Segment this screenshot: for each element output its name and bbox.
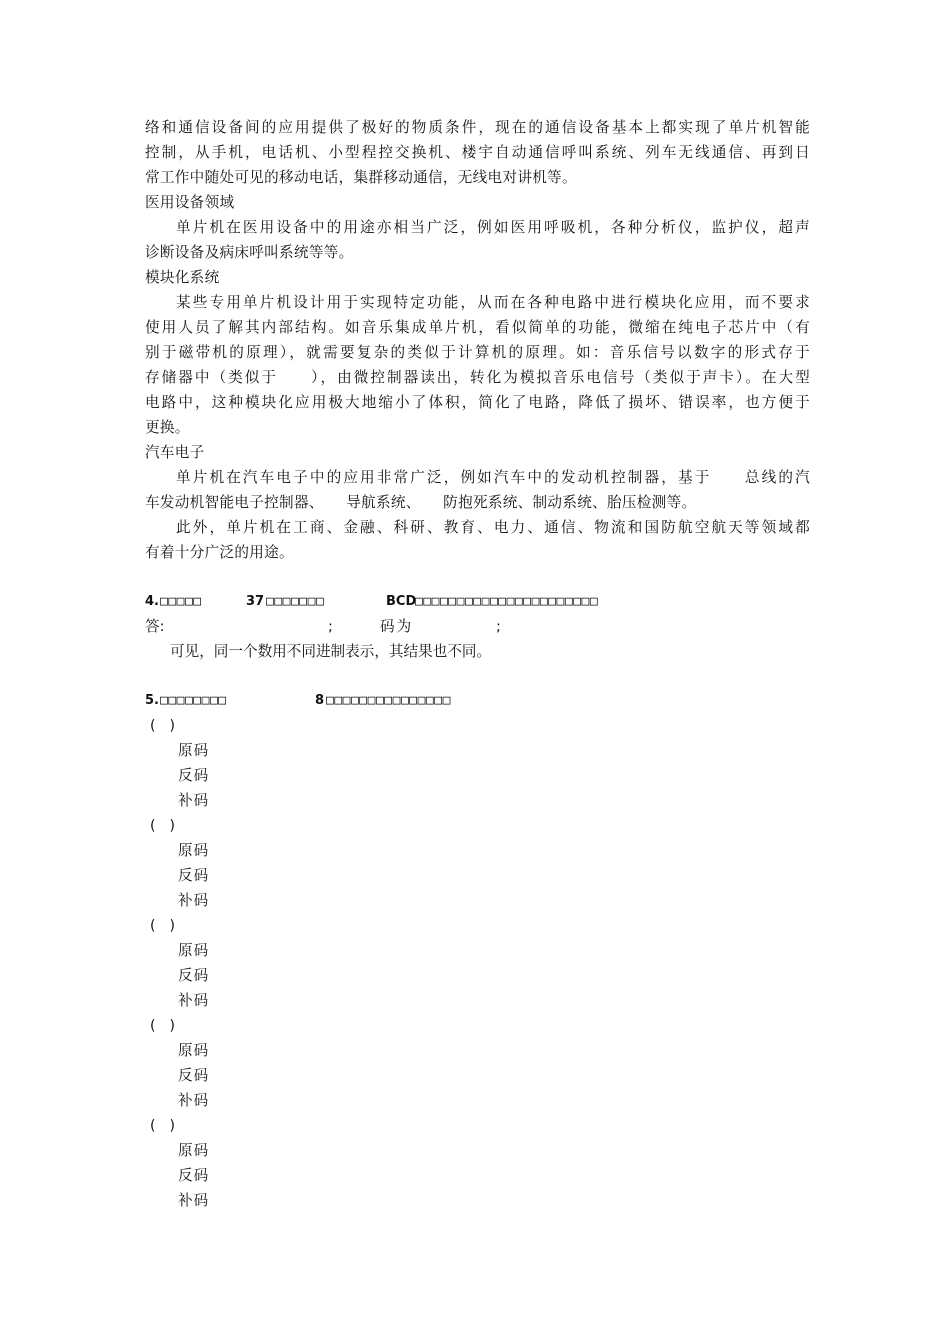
- code-item: 反码: [178, 1167, 210, 1184]
- answer-paren: ( ): [150, 718, 175, 734]
- paragraph-line: 更换。: [145, 419, 190, 436]
- code-label: 码为: [380, 618, 414, 635]
- paragraph-line: 络和通信设备间的应用提供了极好的物质条件，现在的通信设备基本上都实现了单片机智能: [145, 119, 810, 136]
- answer-paren: ( ): [150, 1018, 175, 1034]
- paragraph-line: 电路中，这种模块化应用极大地缩小了体积，简化了电路，降低了损坏、错误率，也方便于: [145, 394, 810, 411]
- code-item: 补码: [178, 992, 210, 1009]
- paragraph-line: 单片机在医用设备中的用途亦相当广泛，例如医用呼吸机，各种分析仪，监护仪，超声: [176, 219, 810, 236]
- separator: ;: [328, 618, 333, 635]
- bcd-label: BCD: [386, 594, 417, 609]
- code-item: 原码: [178, 742, 210, 759]
- answer-paren: ( ): [150, 1118, 175, 1134]
- code-item: 补码: [178, 1092, 210, 1109]
- question-value: 37: [246, 594, 265, 609]
- code-item: 反码: [178, 767, 210, 784]
- paragraph-line: 车发动机智能电子控制器、 导航系统、 防抱死系统、制动系统、胎压检测等。: [145, 494, 697, 511]
- question-number: 4.: [145, 594, 159, 609]
- garbled-text: □□□□□□□□: [160, 693, 227, 708]
- code-item: 补码: [178, 792, 210, 809]
- paragraph-line: 别于磁带机的原理），就需要复杂的类似于计算机的原理。如：音乐信号以数字的形式存于: [145, 344, 810, 361]
- answer-paren: ( ): [150, 818, 175, 834]
- paragraph-line: 使用人员了解其内部结构。如音乐集成单片机，看似简单的功能，微缩在纯电子芯片中（有: [145, 319, 810, 336]
- question-value: 8: [315, 693, 325, 708]
- paragraph-line: 有着十分广泛的用途。: [145, 544, 294, 561]
- conclusion-text: 可见，同一个数用不同进制表示，其结果也不同。: [170, 643, 492, 660]
- paragraph-line: 常工作中随处可见的移动电话，集群移动通信，无线电对讲机等。: [145, 169, 577, 186]
- code-item: 反码: [178, 867, 210, 884]
- code-item: 补码: [178, 892, 210, 909]
- garbled-text: □□□□□: [160, 594, 202, 609]
- section-heading: 汽车电子: [145, 444, 205, 461]
- code-item: 原码: [178, 842, 210, 859]
- code-item: 补码: [178, 1192, 210, 1209]
- separator: ;: [496, 618, 501, 635]
- paragraph-line: 控制，从手机，电话机、小型程控交换机、楼宇自动通信呼叫系统、列车无线通信、再到日: [145, 144, 810, 161]
- answer-paren: ( ): [150, 918, 175, 934]
- paragraph-line: 诊断设备及病床呼叫系统等等。: [145, 244, 354, 261]
- section-heading: 医用设备领域: [145, 194, 235, 211]
- garbled-text: □□□□□□□□□□□□□□□□□□□□□□: [415, 594, 599, 609]
- code-item: 反码: [178, 1067, 210, 1084]
- paragraph-line: 存储器中（类似于 ），由微控制器读出，转化为模拟音乐电信号（类似于声卡）。在大型: [145, 369, 810, 386]
- code-item: 原码: [178, 1142, 210, 1159]
- garbled-text: □□□□□□□□□□□□□□□: [326, 693, 451, 708]
- paragraph-line: 此外，单片机在工商、金融、科研、教育、电力、通信、物流和国防航空航天等领域都: [176, 519, 810, 536]
- paragraph-line: 单片机在汽车电子中的应用非常广泛，例如汽车中的发动机控制器，基于 总线的汽: [176, 469, 810, 486]
- answer-label: 答:: [145, 618, 165, 635]
- question-number: 5.: [145, 693, 159, 708]
- code-item: 原码: [178, 1042, 210, 1059]
- garbled-text: □□□□□□□: [266, 594, 325, 609]
- code-item: 原码: [178, 942, 210, 959]
- code-item: 反码: [178, 967, 210, 984]
- section-heading: 模块化系统: [145, 269, 220, 286]
- paragraph-line: 某些专用单片机设计用于实现特定功能，从而在各种电路中进行模块化应用，而不要求: [176, 294, 810, 311]
